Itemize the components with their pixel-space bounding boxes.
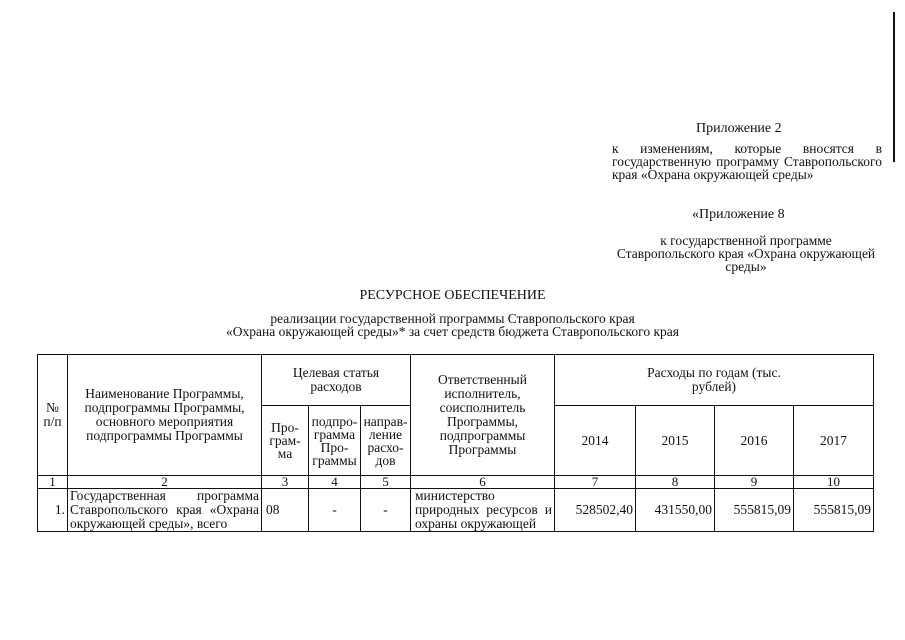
appendix-text: к изменениям, которые вносятся в государственную программу Ставропольского края «Охрана окружающей среды»: [612, 141, 882, 182]
header-year-2015: 2015: [636, 406, 715, 476]
column-number-row: [38, 476, 874, 489]
header-year-2017: 2017: [794, 406, 874, 476]
row-value-2016: 555815,09: [715, 489, 794, 532]
column-number: 6: [411, 476, 555, 489]
document-subtitle: [0, 312, 905, 338]
document-subtitle-line1: реализации государственной программы Ставропольского края: [270, 311, 635, 326]
column-number: 2: [68, 476, 262, 489]
header-year-2016: 2016: [715, 406, 794, 476]
column-number: 8: [636, 476, 715, 489]
row-subprogram: -: [309, 489, 361, 532]
column-number: 4: [309, 476, 361, 489]
row-num: 1.: [38, 489, 68, 532]
page-edge-line: [893, 12, 895, 162]
header-executor: Ответственный исполнитель, соисполнитель Программы, подпрограммы Программы: [411, 355, 555, 476]
row-value-2015: 431550,00: [636, 489, 715, 532]
column-number: 9: [715, 476, 794, 489]
header-program: Про-грам-ма: [262, 406, 309, 476]
appendix-title: Приложение 2: [696, 121, 782, 136]
column-number: 5: [361, 476, 411, 489]
header-direction: направ-ление расхо-дов: [361, 406, 411, 476]
column-number: 10: [794, 476, 874, 489]
column-number: 1: [38, 476, 68, 489]
table-row: [38, 489, 874, 532]
header-num: № п/п: [38, 355, 68, 476]
header-target-article: Целевая статья расходов: [262, 355, 411, 406]
row-name: Государственная программа Ставропольского края «Охрана окружающей среды», всего: [68, 489, 262, 532]
resource-table: [37, 354, 874, 532]
row-program: 08: [262, 489, 309, 532]
appendix-ref-title: «Приложение 8: [692, 207, 785, 222]
column-number: 7: [555, 476, 636, 489]
row-direction: -: [361, 489, 411, 532]
header-subprogram: подпро-грамма Про-граммы: [309, 406, 361, 476]
row-value-2017: 555815,09: [794, 489, 874, 532]
appendix-ref-text: к государственной программе Ставропольского края «Охрана окружающей среды»: [616, 233, 876, 274]
header-expenses: Расходы по годам (тыс. рублей): [555, 355, 874, 406]
document-title: РЕСУРСНОЕ ОБЕСПЕЧЕНИЕ: [359, 288, 546, 303]
column-number: 3: [262, 476, 309, 489]
header-name: Наименование Программы, подпрограммы Программы, основного мероприятия подпрограммы Программы: [68, 355, 262, 476]
document-subtitle-line2: «Охрана окружающей среды»* за счет средств бюджета Ставропольского края: [226, 324, 679, 339]
row-executor: министерство природных ресурсов и охраны окружающей: [411, 489, 555, 532]
header-year-2014: 2014: [555, 406, 636, 476]
row-value-2014: 528502,40: [555, 489, 636, 532]
